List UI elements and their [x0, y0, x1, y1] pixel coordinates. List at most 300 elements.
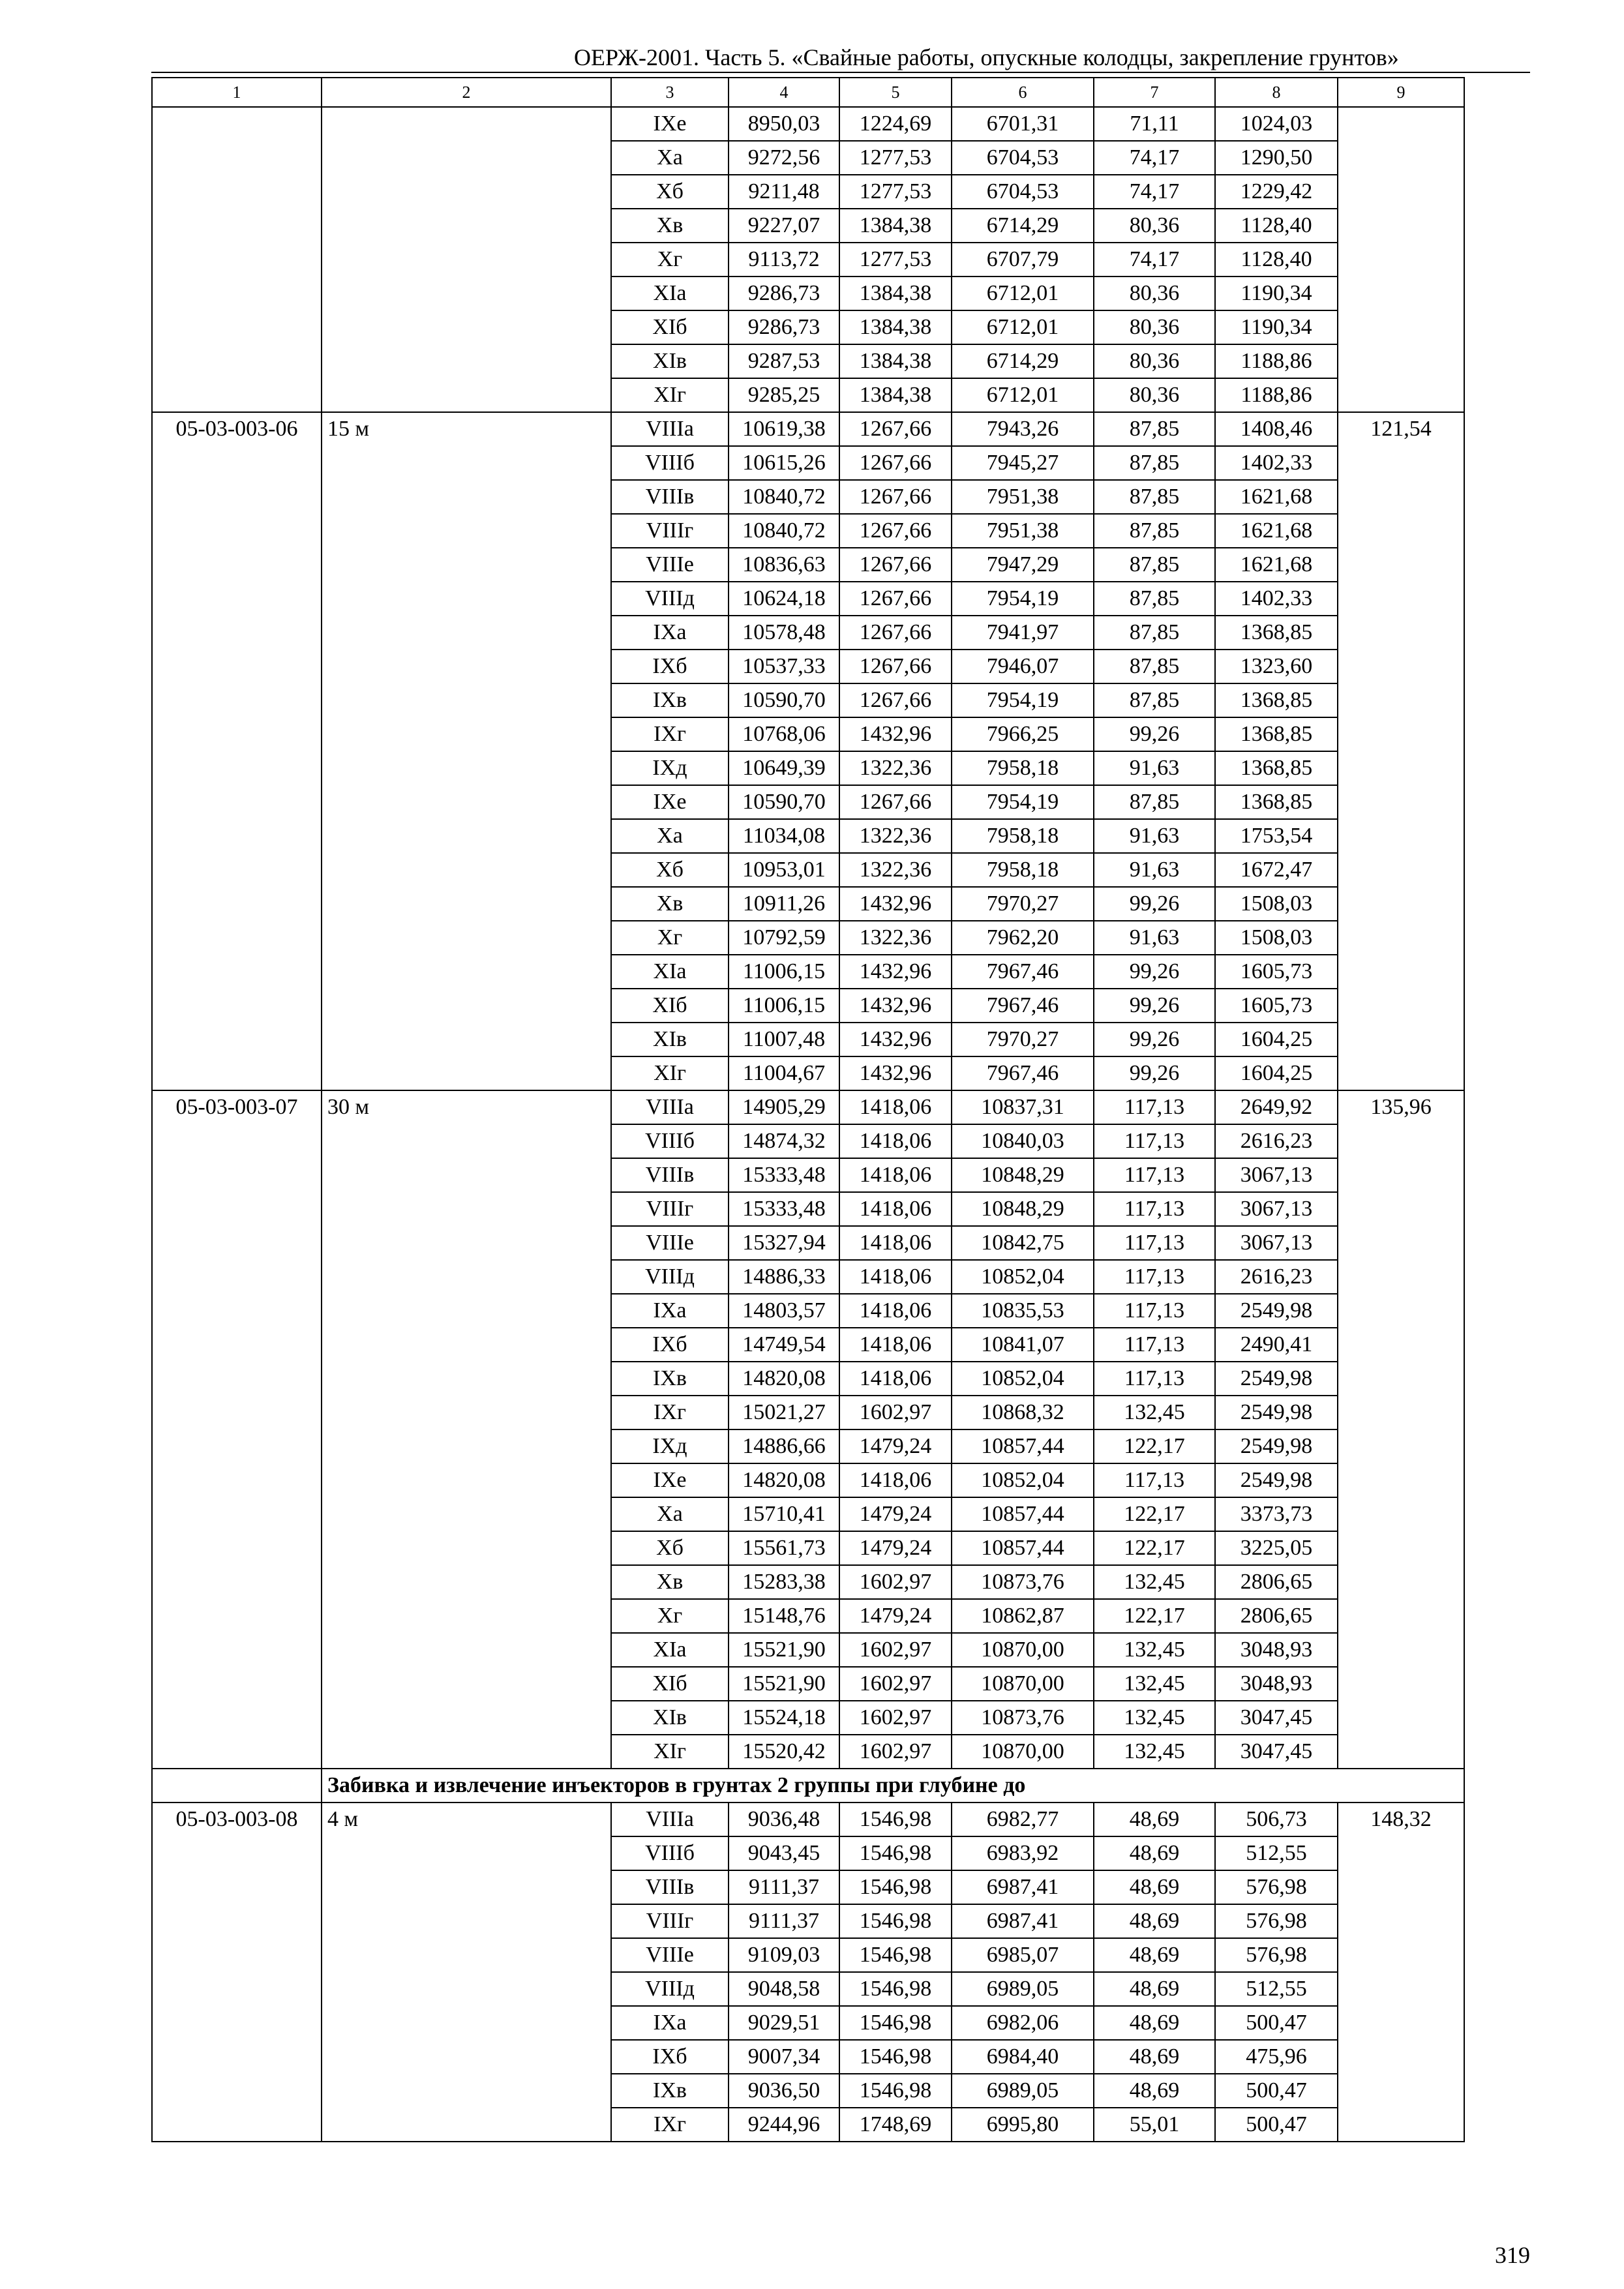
machinist-wages-cell: 99,26: [1094, 989, 1215, 1023]
machine-cost-cell: 10840,03: [952, 1124, 1094, 1158]
total-cost-cell: 10953,01: [729, 853, 839, 887]
section-caption-row: [152, 1769, 1464, 1803]
materials-cost-cell: 2490,41: [1215, 1328, 1338, 1362]
materials-cost-cell: 3067,13: [1215, 1226, 1338, 1260]
wages-cell: 1322,36: [839, 819, 952, 853]
materials-cost-cell: 1508,03: [1215, 921, 1338, 955]
machine-cost-cell: 10837,31: [952, 1090, 1094, 1124]
column-number: 5: [839, 78, 952, 107]
total-cost-cell: 10590,70: [729, 683, 839, 717]
category-cell: IXг: [611, 2108, 729, 2142]
materials-cost-cell: 1128,40: [1215, 243, 1338, 277]
machine-cost-cell: 10848,29: [952, 1158, 1094, 1192]
materials-cost-cell: 3047,45: [1215, 1701, 1338, 1735]
materials-cost-cell: 1753,54: [1215, 819, 1338, 853]
materials-cost-cell: 1368,85: [1215, 717, 1338, 751]
materials-cost-cell: 3048,93: [1215, 1667, 1338, 1701]
column-number: 6: [952, 78, 1094, 107]
category-cell: XIг: [611, 1735, 729, 1769]
materials-cost-cell: 1368,85: [1215, 616, 1338, 650]
category-cell: Xг: [611, 1599, 729, 1633]
machinist-wages-cell: 99,26: [1094, 717, 1215, 751]
total-cost-cell: 14803,57: [729, 1294, 839, 1328]
total-cost-cell: 14820,08: [729, 1463, 839, 1497]
materials-cost-cell: 500,47: [1215, 2108, 1338, 2142]
wages-cell: 1748,69: [839, 2108, 952, 2142]
machinist-wages-cell: 74,17: [1094, 141, 1215, 175]
rate-code: [152, 107, 322, 412]
total-cost-cell: 9036,48: [729, 1803, 839, 1836]
materials-cost-cell: 1368,85: [1215, 683, 1338, 717]
category-cell: Xг: [611, 243, 729, 277]
category-cell: Xв: [611, 1565, 729, 1599]
category-cell: XIв: [611, 344, 729, 378]
category-cell: XIб: [611, 989, 729, 1023]
machine-cost-cell: 6712,01: [952, 378, 1094, 412]
machinist-wages-cell: 48,69: [1094, 1972, 1215, 2006]
wages-cell: 1546,98: [839, 1904, 952, 1938]
total-cost-cell: 10836,63: [729, 548, 839, 582]
category-cell: Xв: [611, 209, 729, 243]
materials-cost-cell: 1402,33: [1215, 582, 1338, 616]
total-cost-cell: 9007,34: [729, 2040, 839, 2074]
wages-cell: 1418,06: [839, 1463, 952, 1497]
machinist-wages-cell: 117,13: [1094, 1090, 1215, 1124]
machinist-wages-cell: 91,63: [1094, 819, 1215, 853]
column-number-row: [152, 78, 1464, 107]
materials-cost-cell: 2806,65: [1215, 1565, 1338, 1599]
machine-cost-cell: 10857,44: [952, 1429, 1094, 1463]
category-cell: IXб: [611, 2040, 729, 2074]
machine-cost-cell: 7967,46: [952, 1056, 1094, 1090]
machinist-wages-cell: 80,36: [1094, 209, 1215, 243]
table-row: [152, 107, 1464, 141]
category-cell: IXд: [611, 1429, 729, 1463]
rate-code: 05-03-003-06: [152, 412, 322, 1090]
wages-cell: 1602,97: [839, 1633, 952, 1667]
machinist-wages-cell: 132,45: [1094, 1735, 1215, 1769]
machine-cost-cell: 10870,00: [952, 1667, 1094, 1701]
machinist-wages-cell: 48,69: [1094, 1870, 1215, 1904]
materials-cost-cell: 1672,47: [1215, 853, 1338, 887]
machine-cost-cell: 10852,04: [952, 1260, 1094, 1294]
total-cost-cell: 15520,42: [729, 1735, 839, 1769]
category-cell: Xб: [611, 853, 729, 887]
materials-cost-cell: 2549,98: [1215, 1463, 1338, 1497]
section-caption-spacer: [152, 1769, 322, 1803]
header-rule: [151, 72, 1530, 73]
total-cost-cell: 15283,38: [729, 1565, 839, 1599]
machine-cost-cell: 7951,38: [952, 480, 1094, 514]
machinist-wages-cell: 48,69: [1094, 1904, 1215, 1938]
machine-cost-cell: 10873,76: [952, 1565, 1094, 1599]
total-cost-cell: 10619,38: [729, 412, 839, 446]
category-cell: IXe: [611, 107, 729, 141]
materials-cost-cell: 576,98: [1215, 1870, 1338, 1904]
category-cell: IXa: [611, 616, 729, 650]
materials-cost-cell: 2549,98: [1215, 1396, 1338, 1429]
machine-cost-cell: 6982,77: [952, 1803, 1094, 1836]
machine-cost-cell: 10862,87: [952, 1599, 1094, 1633]
machine-cost-cell: 7967,46: [952, 955, 1094, 989]
category-cell: XIв: [611, 1701, 729, 1735]
machinist-wages-cell: 80,36: [1094, 277, 1215, 310]
wages-cell: 1384,38: [839, 310, 952, 344]
category-cell: VIIIe: [611, 548, 729, 582]
machine-cost-cell: 6987,41: [952, 1870, 1094, 1904]
materials-cost-cell: 2549,98: [1215, 1294, 1338, 1328]
total-cost-cell: 15333,48: [729, 1158, 839, 1192]
wages-cell: 1479,24: [839, 1429, 952, 1463]
category-cell: IXв: [611, 1362, 729, 1396]
total-cost-cell: 10537,33: [729, 650, 839, 683]
total-cost-cell: 9286,73: [729, 277, 839, 310]
machinist-wages-cell: 80,36: [1094, 378, 1215, 412]
machine-cost-cell: 6712,01: [952, 310, 1094, 344]
machinist-wages-cell: 87,85: [1094, 683, 1215, 717]
machinist-wages-cell: 48,69: [1094, 2040, 1215, 2074]
wages-cell: 1546,98: [839, 1870, 952, 1904]
machine-cost-cell: 7958,18: [952, 751, 1094, 785]
category-cell: VIIIб: [611, 1124, 729, 1158]
category-cell: VIIIa: [611, 412, 729, 446]
total-cost-cell: 10578,48: [729, 616, 839, 650]
machinist-wages-cell: 87,85: [1094, 548, 1215, 582]
machine-cost-cell: 6989,05: [952, 1972, 1094, 2006]
wages-cell: 1322,36: [839, 921, 952, 955]
table-row: [152, 1090, 1464, 1124]
total-cost-cell: 11007,48: [729, 1023, 839, 1056]
machinist-wages-cell: 80,36: [1094, 310, 1215, 344]
wages-cell: 1277,53: [839, 141, 952, 175]
wages-cell: 1479,24: [839, 1531, 952, 1565]
wages-cell: 1267,66: [839, 446, 952, 480]
materials-cost-cell: 1508,03: [1215, 887, 1338, 921]
machinist-wages-cell: 87,85: [1094, 616, 1215, 650]
total-cost-cell: 9043,45: [729, 1836, 839, 1870]
total-cost-cell: 8950,03: [729, 107, 839, 141]
wages-cell: 1267,66: [839, 582, 952, 616]
materials-cost-cell: 1368,85: [1215, 751, 1338, 785]
materials-cost-cell: 3048,93: [1215, 1633, 1338, 1667]
machine-cost-cell: 7966,25: [952, 717, 1094, 751]
machinist-wages-cell: 122,17: [1094, 1599, 1215, 1633]
machinist-wages-cell: 122,17: [1094, 1497, 1215, 1531]
table-row: [152, 412, 1464, 446]
wages-cell: 1267,66: [839, 548, 952, 582]
category-cell: Xa: [611, 141, 729, 175]
category-cell: VIIIд: [611, 1972, 729, 2006]
wages-cell: 1479,24: [839, 1497, 952, 1531]
machinist-wages-cell: 117,13: [1094, 1226, 1215, 1260]
category-cell: Xб: [611, 175, 729, 209]
materials-cost-cell: 1604,25: [1215, 1023, 1338, 1056]
page-number: 319: [1495, 2242, 1530, 2268]
category-cell: XIв: [611, 1023, 729, 1056]
wages-cell: 1322,36: [839, 751, 952, 785]
materials-cost-cell: 1188,86: [1215, 344, 1338, 378]
wages-cell: 1418,06: [839, 1124, 952, 1158]
machinist-wages-cell: 91,63: [1094, 853, 1215, 887]
column-number: 7: [1094, 78, 1215, 107]
machinist-wages-cell: 117,13: [1094, 1260, 1215, 1294]
materials-cost-cell: 1621,68: [1215, 480, 1338, 514]
total-cost-cell: 9048,58: [729, 1972, 839, 2006]
machine-cost-cell: 7958,18: [952, 853, 1094, 887]
category-cell: IXe: [611, 785, 729, 819]
category-cell: XIa: [611, 955, 729, 989]
total-cost-cell: 9111,37: [729, 1904, 839, 1938]
machine-cost-cell: 6987,41: [952, 1904, 1094, 1938]
machine-cost-cell: 10870,00: [952, 1735, 1094, 1769]
machine-cost-cell: 6704,53: [952, 175, 1094, 209]
category-cell: VIIIe: [611, 1226, 729, 1260]
machinist-wages-cell: 99,26: [1094, 955, 1215, 989]
wages-cell: 1546,98: [839, 2074, 952, 2108]
total-cost-cell: 15524,18: [729, 1701, 839, 1735]
machinist-wages-cell: 132,45: [1094, 1667, 1215, 1701]
wages-cell: 1384,38: [839, 378, 952, 412]
machine-cost-cell: 7958,18: [952, 819, 1094, 853]
column-number: 4: [729, 78, 839, 107]
category-cell: VIIIб: [611, 1836, 729, 1870]
materials-cost-cell: 2616,23: [1215, 1260, 1338, 1294]
machinist-wages-cell: 87,85: [1094, 650, 1215, 683]
depth-label: 30 м: [322, 1090, 611, 1769]
total-cost-cell: 11034,08: [729, 819, 839, 853]
materials-cost-cell: 1188,86: [1215, 378, 1338, 412]
total-cost-cell: 14886,66: [729, 1429, 839, 1463]
column-number: 1: [152, 78, 322, 107]
materials-cost-cell: 3047,45: [1215, 1735, 1338, 1769]
wages-cell: 1546,98: [839, 1836, 952, 1870]
total-cost-cell: 14874,32: [729, 1124, 839, 1158]
column-number: 9: [1338, 78, 1464, 107]
wages-cell: 1546,98: [839, 2040, 952, 2074]
wages-cell: 1224,69: [839, 107, 952, 141]
labor-cost-total: [1338, 107, 1464, 412]
total-cost-cell: 10615,26: [729, 446, 839, 480]
category-cell: IXг: [611, 1396, 729, 1429]
materials-cost-cell: 3373,73: [1215, 1497, 1338, 1531]
wages-cell: 1546,98: [839, 1803, 952, 1836]
machine-cost-cell: 6983,92: [952, 1836, 1094, 1870]
machinist-wages-cell: 87,85: [1094, 582, 1215, 616]
total-cost-cell: 9036,50: [729, 2074, 839, 2108]
total-cost-cell: 10624,18: [729, 582, 839, 616]
materials-cost-cell: 2806,65: [1215, 1599, 1338, 1633]
depth-label: 15 м: [322, 412, 611, 1090]
materials-cost-cell: 2549,98: [1215, 1429, 1338, 1463]
machinist-wages-cell: 91,63: [1094, 751, 1215, 785]
machine-cost-cell: 10842,75: [952, 1226, 1094, 1260]
materials-cost-cell: 1229,42: [1215, 175, 1338, 209]
table-body: [152, 78, 1464, 2142]
materials-cost-cell: 576,98: [1215, 1938, 1338, 1972]
wages-cell: 1432,96: [839, 989, 952, 1023]
total-cost-cell: 10911,26: [729, 887, 839, 921]
machine-cost-cell: 6707,79: [952, 243, 1094, 277]
total-cost-cell: 9029,51: [729, 2006, 839, 2040]
machinist-wages-cell: 87,85: [1094, 446, 1215, 480]
total-cost-cell: 9244,96: [729, 2108, 839, 2142]
category-cell: VIIIe: [611, 1938, 729, 1972]
machine-cost-cell: 10870,00: [952, 1633, 1094, 1667]
wages-cell: 1418,06: [839, 1362, 952, 1396]
machine-cost-cell: 6989,05: [952, 2074, 1094, 2108]
category-cell: IXб: [611, 1328, 729, 1362]
machine-cost-cell: 6714,29: [952, 344, 1094, 378]
total-cost-cell: 15561,73: [729, 1531, 839, 1565]
price-table: [151, 77, 1465, 2142]
category-cell: VIIIв: [611, 1870, 729, 1904]
total-cost-cell: 15521,90: [729, 1633, 839, 1667]
machinist-wages-cell: 87,85: [1094, 514, 1215, 548]
category-cell: VIIIг: [611, 514, 729, 548]
machinist-wages-cell: 122,17: [1094, 1429, 1215, 1463]
category-cell: IXa: [611, 1294, 729, 1328]
machinist-wages-cell: 99,26: [1094, 1056, 1215, 1090]
machinist-wages-cell: 122,17: [1094, 1531, 1215, 1565]
wages-cell: 1602,97: [839, 1396, 952, 1429]
machinist-wages-cell: 132,45: [1094, 1701, 1215, 1735]
machine-cost-cell: 7954,19: [952, 785, 1094, 819]
column-number: 3: [611, 78, 729, 107]
wages-cell: 1322,36: [839, 853, 952, 887]
materials-cost-cell: 512,55: [1215, 1836, 1338, 1870]
category-cell: Xв: [611, 887, 729, 921]
total-cost-cell: 14749,54: [729, 1328, 839, 1362]
total-cost-cell: 9109,03: [729, 1938, 839, 1972]
machine-cost-cell: 7946,07: [952, 650, 1094, 683]
wages-cell: 1432,96: [839, 1056, 952, 1090]
total-cost-cell: 9227,07: [729, 209, 839, 243]
depth-label: 4 м: [322, 1803, 611, 2142]
wages-cell: 1384,38: [839, 277, 952, 310]
machine-cost-cell: 6995,80: [952, 2108, 1094, 2142]
machinist-wages-cell: 99,26: [1094, 887, 1215, 921]
machine-cost-cell: 10873,76: [952, 1701, 1094, 1735]
machine-cost-cell: 10848,29: [952, 1192, 1094, 1226]
machinist-wages-cell: 71,11: [1094, 107, 1215, 141]
materials-cost-cell: 2649,92: [1215, 1090, 1338, 1124]
machine-cost-cell: 7954,19: [952, 582, 1094, 616]
materials-cost-cell: 1190,34: [1215, 310, 1338, 344]
machine-cost-cell: 10852,04: [952, 1463, 1094, 1497]
labor-cost-total: 148,32: [1338, 1803, 1464, 2142]
section-caption: Забивка и извлечение инъекторов в грунтах 2 группы при глубине до: [322, 1769, 1464, 1803]
wages-cell: 1277,53: [839, 243, 952, 277]
category-cell: VIIIa: [611, 1090, 729, 1124]
materials-cost-cell: 1402,33: [1215, 446, 1338, 480]
machine-cost-cell: 7947,29: [952, 548, 1094, 582]
materials-cost-cell: 3067,13: [1215, 1192, 1338, 1226]
machinist-wages-cell: 132,45: [1094, 1396, 1215, 1429]
category-cell: XIг: [611, 378, 729, 412]
category-cell: IXг: [611, 717, 729, 751]
wages-cell: 1432,96: [839, 955, 952, 989]
machinist-wages-cell: 117,13: [1094, 1124, 1215, 1158]
machine-cost-cell: 10868,32: [952, 1396, 1094, 1429]
wages-cell: 1432,96: [839, 887, 952, 921]
machinist-wages-cell: 74,17: [1094, 243, 1215, 277]
category-cell: IXб: [611, 650, 729, 683]
materials-cost-cell: 500,47: [1215, 2006, 1338, 2040]
category-cell: XIб: [611, 310, 729, 344]
total-cost-cell: 9285,25: [729, 378, 839, 412]
wages-cell: 1432,96: [839, 717, 952, 751]
machinist-wages-cell: 48,69: [1094, 1803, 1215, 1836]
wages-cell: 1546,98: [839, 1938, 952, 1972]
total-cost-cell: 15333,48: [729, 1192, 839, 1226]
wages-cell: 1267,66: [839, 412, 952, 446]
wages-cell: 1277,53: [839, 175, 952, 209]
rate-code: 05-03-003-08: [152, 1803, 322, 2142]
machine-cost-cell: 7954,19: [952, 683, 1094, 717]
machinist-wages-cell: 48,69: [1094, 2074, 1215, 2108]
materials-cost-cell: 1605,73: [1215, 989, 1338, 1023]
machinist-wages-cell: 117,13: [1094, 1158, 1215, 1192]
machinist-wages-cell: 87,85: [1094, 785, 1215, 819]
wages-cell: 1418,06: [839, 1226, 952, 1260]
materials-cost-cell: 1408,46: [1215, 412, 1338, 446]
machinist-wages-cell: 132,45: [1094, 1633, 1215, 1667]
machine-cost-cell: 7945,27: [952, 446, 1094, 480]
total-cost-cell: 15521,90: [729, 1667, 839, 1701]
total-cost-cell: 9272,56: [729, 141, 839, 175]
machine-cost-cell: 7951,38: [952, 514, 1094, 548]
category-cell: VIIIa: [611, 1803, 729, 1836]
category-cell: IXв: [611, 2074, 729, 2108]
wages-cell: 1267,66: [839, 616, 952, 650]
materials-cost-cell: 475,96: [1215, 2040, 1338, 2074]
machine-cost-cell: 10857,44: [952, 1531, 1094, 1565]
category-cell: Xг: [611, 921, 729, 955]
machinist-wages-cell: 117,13: [1094, 1192, 1215, 1226]
depth-label: [322, 107, 611, 412]
total-cost-cell: 10649,39: [729, 751, 839, 785]
wages-cell: 1418,06: [839, 1260, 952, 1294]
column-number: 2: [322, 78, 611, 107]
labor-cost-total: 121,54: [1338, 412, 1464, 1090]
materials-cost-cell: 1621,68: [1215, 548, 1338, 582]
category-cell: IXe: [611, 1463, 729, 1497]
machine-cost-cell: 10852,04: [952, 1362, 1094, 1396]
materials-cost-cell: 2549,98: [1215, 1362, 1338, 1396]
category-cell: XIб: [611, 1667, 729, 1701]
materials-cost-cell: 1605,73: [1215, 955, 1338, 989]
category-cell: IXa: [611, 2006, 729, 2040]
materials-cost-cell: 1604,25: [1215, 1056, 1338, 1090]
wages-cell: 1602,97: [839, 1565, 952, 1599]
total-cost-cell: 14886,33: [729, 1260, 839, 1294]
wages-cell: 1602,97: [839, 1667, 952, 1701]
machine-cost-cell: 6712,01: [952, 277, 1094, 310]
total-cost-cell: 10840,72: [729, 514, 839, 548]
category-cell: XIa: [611, 277, 729, 310]
machinist-wages-cell: 117,13: [1094, 1328, 1215, 1362]
total-cost-cell: 10768,06: [729, 717, 839, 751]
category-cell: Xб: [611, 1531, 729, 1565]
total-cost-cell: 10590,70: [729, 785, 839, 819]
category-cell: VIIIв: [611, 480, 729, 514]
wages-cell: 1418,06: [839, 1294, 952, 1328]
wages-cell: 1602,97: [839, 1735, 952, 1769]
machine-cost-cell: 7967,46: [952, 989, 1094, 1023]
category-cell: VIIIб: [611, 446, 729, 480]
materials-cost-cell: 1290,50: [1215, 141, 1338, 175]
total-cost-cell: 9113,72: [729, 243, 839, 277]
